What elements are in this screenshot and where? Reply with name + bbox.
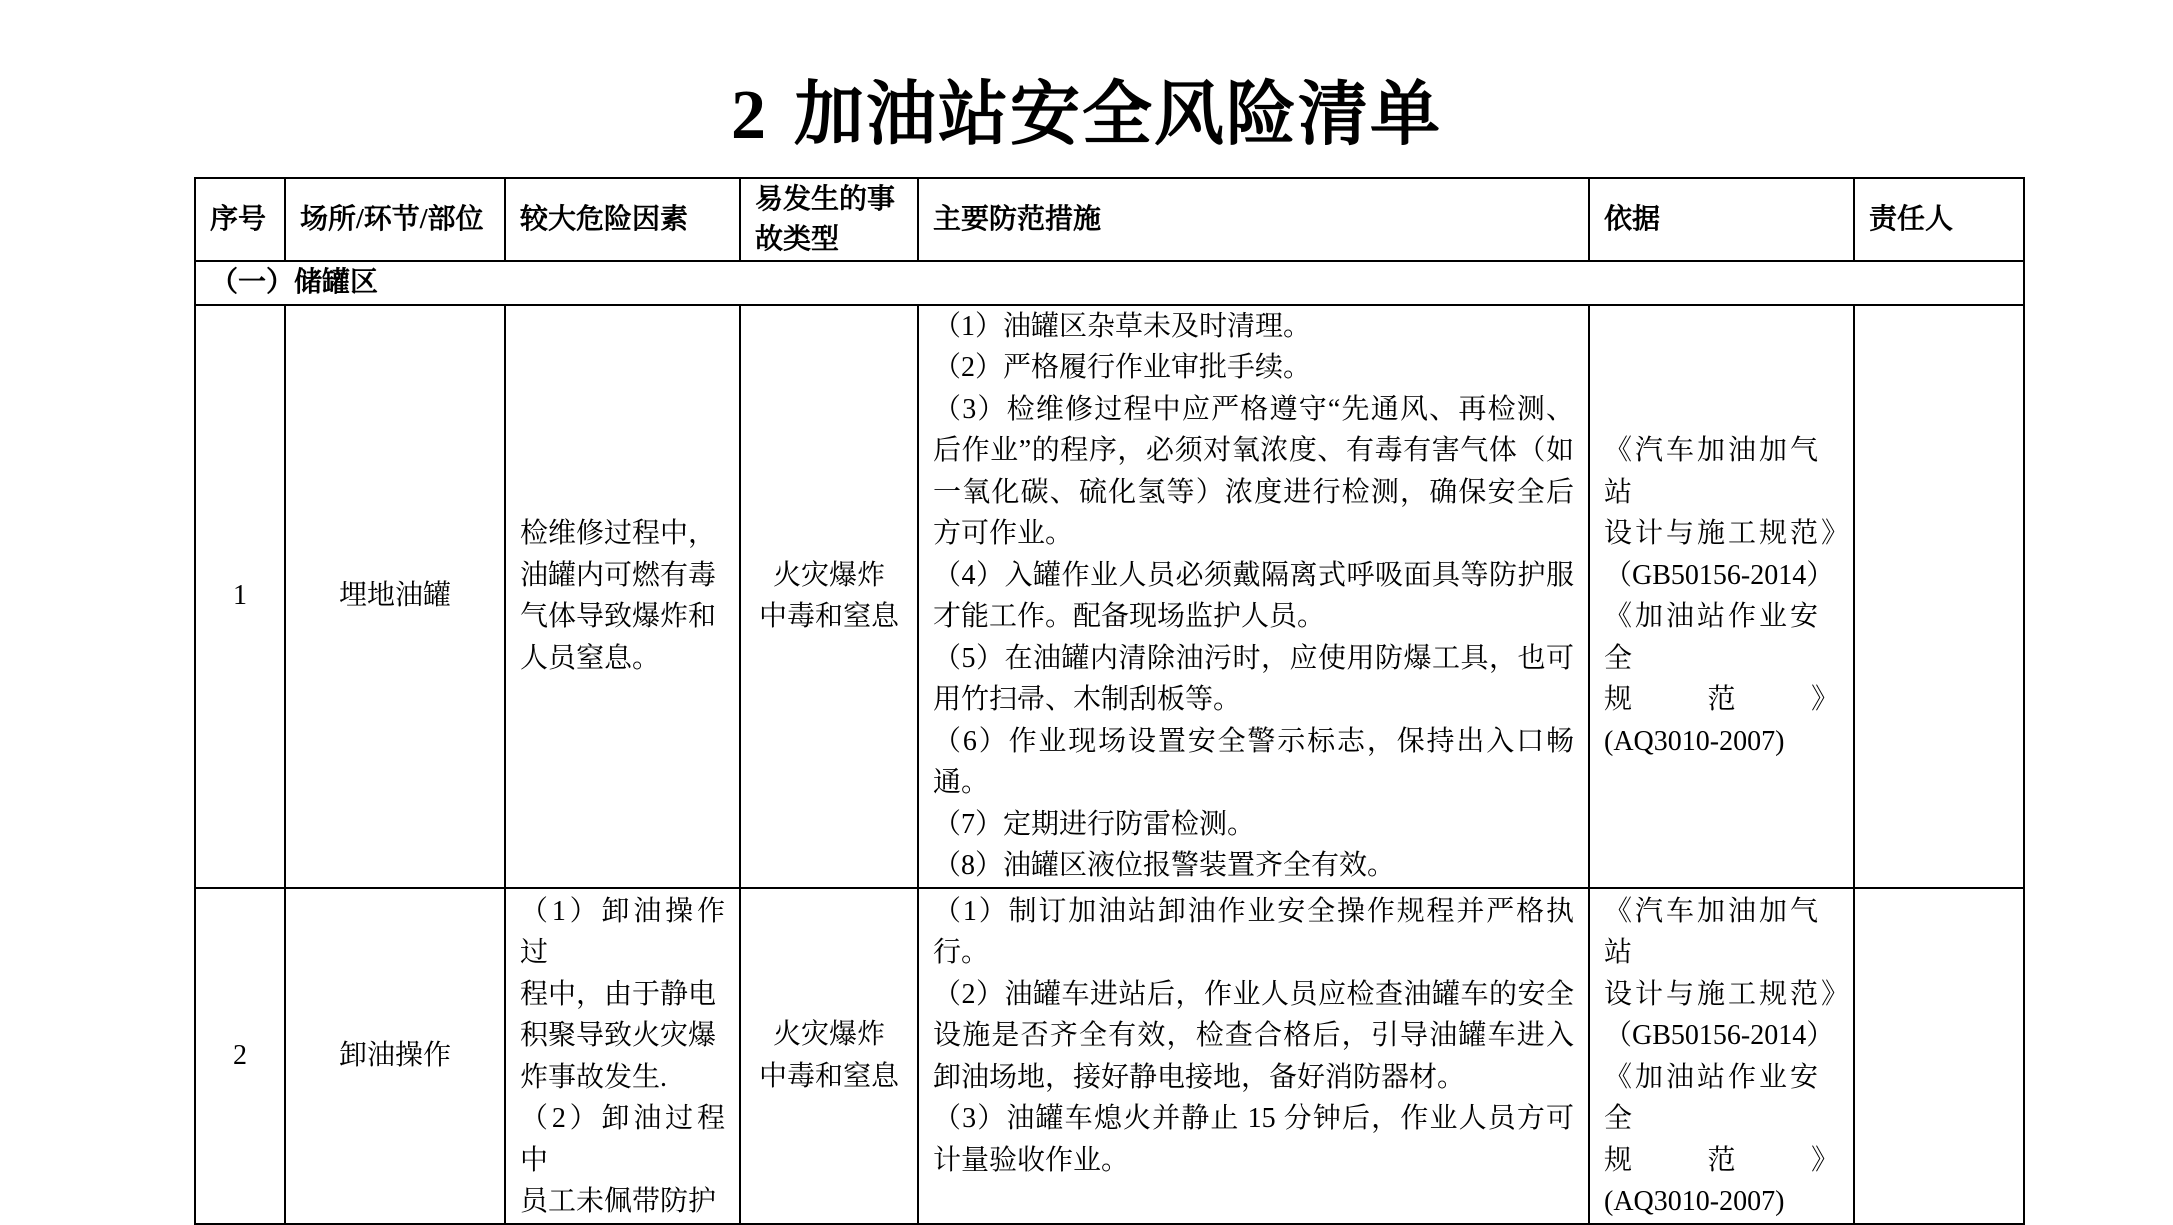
- row-hazard: [505, 305, 740, 888]
- measure-item: （7）定期进行防雷检测。: [933, 808, 1256, 840]
- hazard-line: 气体导致爆炸和: [520, 601, 717, 632]
- measure-item: （3）油罐车熄火并静止 15 分钟后，作业人员方可计量验收作业。: [933, 1103, 1574, 1176]
- measure-item: （3）检维修过程中应严格遵守“先通风、再检测、后作业”的程序，必须对氧浓度、有毒有害气体（如一氧化碳、硫化氢等）浓度进行检测，确保安全后方可作业。: [933, 393, 1574, 549]
- basis-part: 规: [1604, 684, 1633, 715]
- measure-item: （2）油罐车进站后，作业人员应检查油罐车的安全设施是否齐全有效，检查合格后，引导油罐车进入卸油场地，接好静电接地，备好消防器材。: [933, 978, 1574, 1093]
- measure-item: （1）油罐区杂草未及时清理。: [933, 310, 1312, 342]
- row-responsible: [1854, 888, 2024, 1224]
- header-measures: 主要防范措施: [918, 178, 1589, 261]
- header-location: 场所/环节/部位: [285, 178, 505, 261]
- basis-line: （GB50156-2014）: [1604, 1020, 1835, 1051]
- title-text: 加油站安全风险清单: [794, 73, 1442, 155]
- basis-part: 》: [1810, 1144, 1839, 1176]
- basis-line: 设计与施工规范》: [1604, 978, 1853, 1010]
- hazard-line: 人员窒息。: [520, 642, 661, 674]
- row-basis: [1589, 305, 1854, 888]
- basis-line: (AQ3010-2007): [1604, 725, 1785, 757]
- header-hazard: 较大危险因素: [505, 178, 740, 261]
- basis-part: 规: [1604, 1144, 1633, 1176]
- basis-line: 《汽车加油加气站: [1604, 435, 1822, 508]
- measure-item: （4）入罐作业人员必须戴隔离式呼吸面具等防护服才能工作。配备现场监护人员。: [933, 559, 1574, 632]
- hazard-line: 油罐内可燃有毒: [520, 559, 717, 591]
- hazard-line: 员工未佩带防护: [520, 1186, 717, 1217]
- hazard-line: （1）卸油操作过: [520, 895, 725, 968]
- header-basis: 依据: [1589, 178, 1854, 261]
- basis-line: [1604, 679, 1839, 721]
- basis-line: 《加油站作业安全: [1604, 1061, 1822, 1134]
- header-responsible: 责任人: [1854, 178, 2024, 261]
- measure-item: （5）在油罐内清除油污时，应使用防爆工具，也可用竹扫帚、木制刮板等。: [933, 642, 1574, 715]
- accident-line: 火灾爆炸: [772, 1019, 885, 1050]
- basis-line: 设计与施工规范》: [1604, 518, 1853, 549]
- basis-line: （GB50156-2014）: [1604, 559, 1835, 591]
- row-hazard: [505, 888, 740, 1224]
- header-accident-type: 易发生的事故类型: [740, 178, 918, 261]
- header-seq: 序号: [195, 178, 285, 261]
- section-row: [195, 261, 2024, 305]
- accident-line: 中毒和窒息: [758, 1060, 899, 1092]
- table-row: [195, 305, 2024, 888]
- risk-table: [194, 177, 2025, 1225]
- section-label: （一）储罐区: [195, 261, 2024, 305]
- page-title: [0, 72, 2173, 158]
- basis-line: 《加油站作业安全: [1604, 601, 1822, 674]
- measure-item: （6）作业现场设置安全警示标志，保持出入口畅通。: [933, 725, 1574, 798]
- row-location: 卸油操作: [285, 888, 505, 1224]
- accident-line: 火灾爆炸: [772, 559, 885, 591]
- hazard-line: 程中，由于静电: [520, 978, 717, 1010]
- row-seq: 2: [195, 888, 285, 1224]
- accident-line: 中毒和窒息: [758, 601, 899, 632]
- row-responsible: [1854, 305, 2024, 888]
- row-location: 埋地油罐: [285, 305, 505, 888]
- row-accident-type: [740, 888, 918, 1224]
- basis-part: 范: [1707, 1144, 1736, 1176]
- basis-part: 范: [1707, 684, 1736, 715]
- section-number: 2: [731, 77, 768, 154]
- hazard-line: （2）卸油过程中: [520, 1103, 725, 1176]
- row-basis: [1589, 888, 1854, 1224]
- header-row: [195, 178, 2024, 261]
- row-measures: [918, 888, 1589, 1224]
- measure-item: （1）制订加油站卸油作业安全操作规程并严格执行。: [933, 895, 1574, 968]
- row-measures: [918, 305, 1589, 888]
- basis-line: [1604, 1140, 1839, 1182]
- row-seq: 1: [195, 305, 285, 888]
- basis-part: 》: [1810, 684, 1839, 715]
- table-row: [195, 888, 2024, 1224]
- row-accident-type: [740, 305, 918, 888]
- hazard-line: 检维修过程中，: [520, 518, 717, 549]
- hazard-line: 积聚导致火灾爆: [520, 1020, 717, 1051]
- basis-line: (AQ3010-2007): [1604, 1186, 1785, 1217]
- hazard-line: 炸事故发生.: [520, 1061, 668, 1093]
- basis-line: 《汽车加油加气站: [1604, 895, 1822, 968]
- measure-item: （2）严格履行作业审批手续。: [933, 352, 1312, 383]
- measure-item: （8）油罐区液位报警装置齐全有效。: [933, 850, 1396, 881]
